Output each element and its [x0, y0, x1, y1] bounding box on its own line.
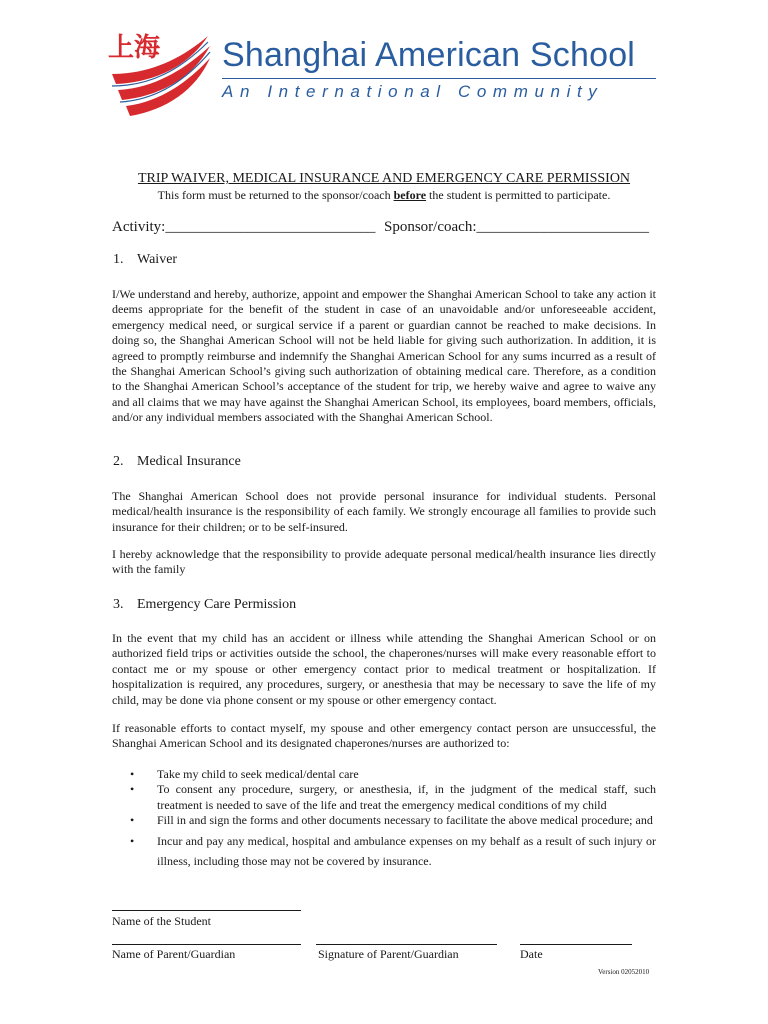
list-item: • Take my child to seek medical/dental care — [130, 767, 359, 781]
section-title: Medical Insurance — [137, 454, 241, 469]
date-line[interactable] — [520, 944, 632, 945]
list-item: • Fill in and sign the forms and other documents necessary to facilitate the above medical procedure; and — [130, 813, 653, 828]
form-subtitle — [0, 188, 768, 203]
form-title: TRIP WAIVER, MEDICAL INSURANCE AND EMERGENCY CARE PERMISSION — [137, 171, 631, 186]
activity-field[interactable]: Activity:____________________________ — [112, 219, 376, 235]
emergency-paragraph-1: In the event that my child has an accident or illness while attending the Shanghai American School or on authorized field trips or activities outside the school, the chaperones/nurses will make every reasonable effort to contact me or my spouse or other emergency contact prior to medical treatment or hospitalization. If hospitalization is required, any procedures, surgery, or anesthesia that may be necessary to save the life of my child, may be done via phone consent or my spouse or other emergency contact. — [112, 631, 656, 707]
bullet-icon: • — [130, 813, 135, 828]
version-label: Version 02052010 — [598, 968, 650, 976]
header-rule — [222, 78, 656, 79]
school-logo — [108, 30, 212, 120]
student-name-line[interactable] — [112, 910, 301, 911]
section-number: 1. — [113, 252, 124, 267]
bullet-icon: • — [130, 767, 135, 781]
student-name-label: Name of the Student — [112, 914, 211, 928]
insurance-paragraph-2: I hereby acknowledge that the responsibility to provide adequate personal medical/health insurance lies directly with the family — [112, 547, 656, 577]
parent-name-label: Name of Parent/Guardian — [112, 947, 236, 961]
section-waiver-heading — [113, 252, 178, 268]
section-title: Waiver — [137, 252, 178, 267]
bullet-icon: • — [130, 833, 135, 848]
emergency-paragraph-2: If reasonable efforts to contact myself, my spouse and other emergency contact person are unsuccessful, the Shanghai American School and its designated chaperones/nurses are authorized to: — [112, 721, 656, 751]
section-insurance-heading — [113, 454, 241, 470]
list-item: • Incur and pay any medical, hospital and ambulance expenses on my behalf as a result of such injury or illness, including those may not be covered by insurance. — [112, 831, 656, 871]
subtitle-after: the student is permitted to participate. — [426, 188, 611, 202]
section-emergency-heading — [113, 597, 297, 613]
authorization-list — [112, 767, 656, 871]
subtitle-before: This form must be returned to the sponsor/coach — [157, 188, 394, 202]
school-name: Shanghai American School — [222, 36, 636, 74]
insurance-paragraph-1: The Shanghai American School does not provide personal insurance for individual students. Personal medical/health insurance is the responsibility of each family. We strongly encourage all families to provide such insurance for their children; or to be self-insured. — [112, 489, 656, 534]
date-label: Date — [520, 947, 543, 961]
section-number: 2. — [113, 454, 124, 469]
bullet-icon: • — [130, 782, 135, 797]
parent-name-line[interactable] — [112, 944, 301, 945]
parent-signature-label: Signature of Parent/Guardian — [318, 947, 459, 961]
section-title: Emergency Care Permission — [137, 597, 297, 612]
waiver-paragraph: I/We understand and hereby, authorize, appoint and empower the Shanghai American School to take any action it deems appropriate for the benefit of the student in case of an unavoidable and/or unforeseeable accident, emergency medical need, or surgical service if a parent or guardian cannot be reached to make decisions. In doing so, the Shanghai American School will not be held liable for giving such authorization. In addition, it is agreed to promptly reimburse and indemnify the Shanghai American School for any sums incurred as a result of the Shanghai American School’s giving such authorization of obtaining medical care. Therefore, as a condition to the Shanghai American School’s acceptance of the student for trip, we hereby waive and agree to waive any and all claims that we may have against the Shanghai American School, its employees, board members, officials, and/or any individual members associated with the Shanghai American School. — [112, 287, 656, 425]
school-tagline: An International Community — [222, 82, 604, 101]
sponsor-coach-field[interactable]: Sponsor/coach:_______________________ — [384, 219, 649, 235]
logo-chinese-text: 上海 — [108, 33, 161, 63]
section-number: 3. — [113, 597, 124, 612]
subtitle-emphasis: before — [393, 188, 427, 202]
list-item: • To consent any procedure, surgery, or anesthesia, if, in the judgment of the medical staff, such treatment is needed to save of the life and treat the emergency medical conditions of my child — [130, 782, 656, 812]
parent-signature-line[interactable] — [316, 944, 497, 945]
